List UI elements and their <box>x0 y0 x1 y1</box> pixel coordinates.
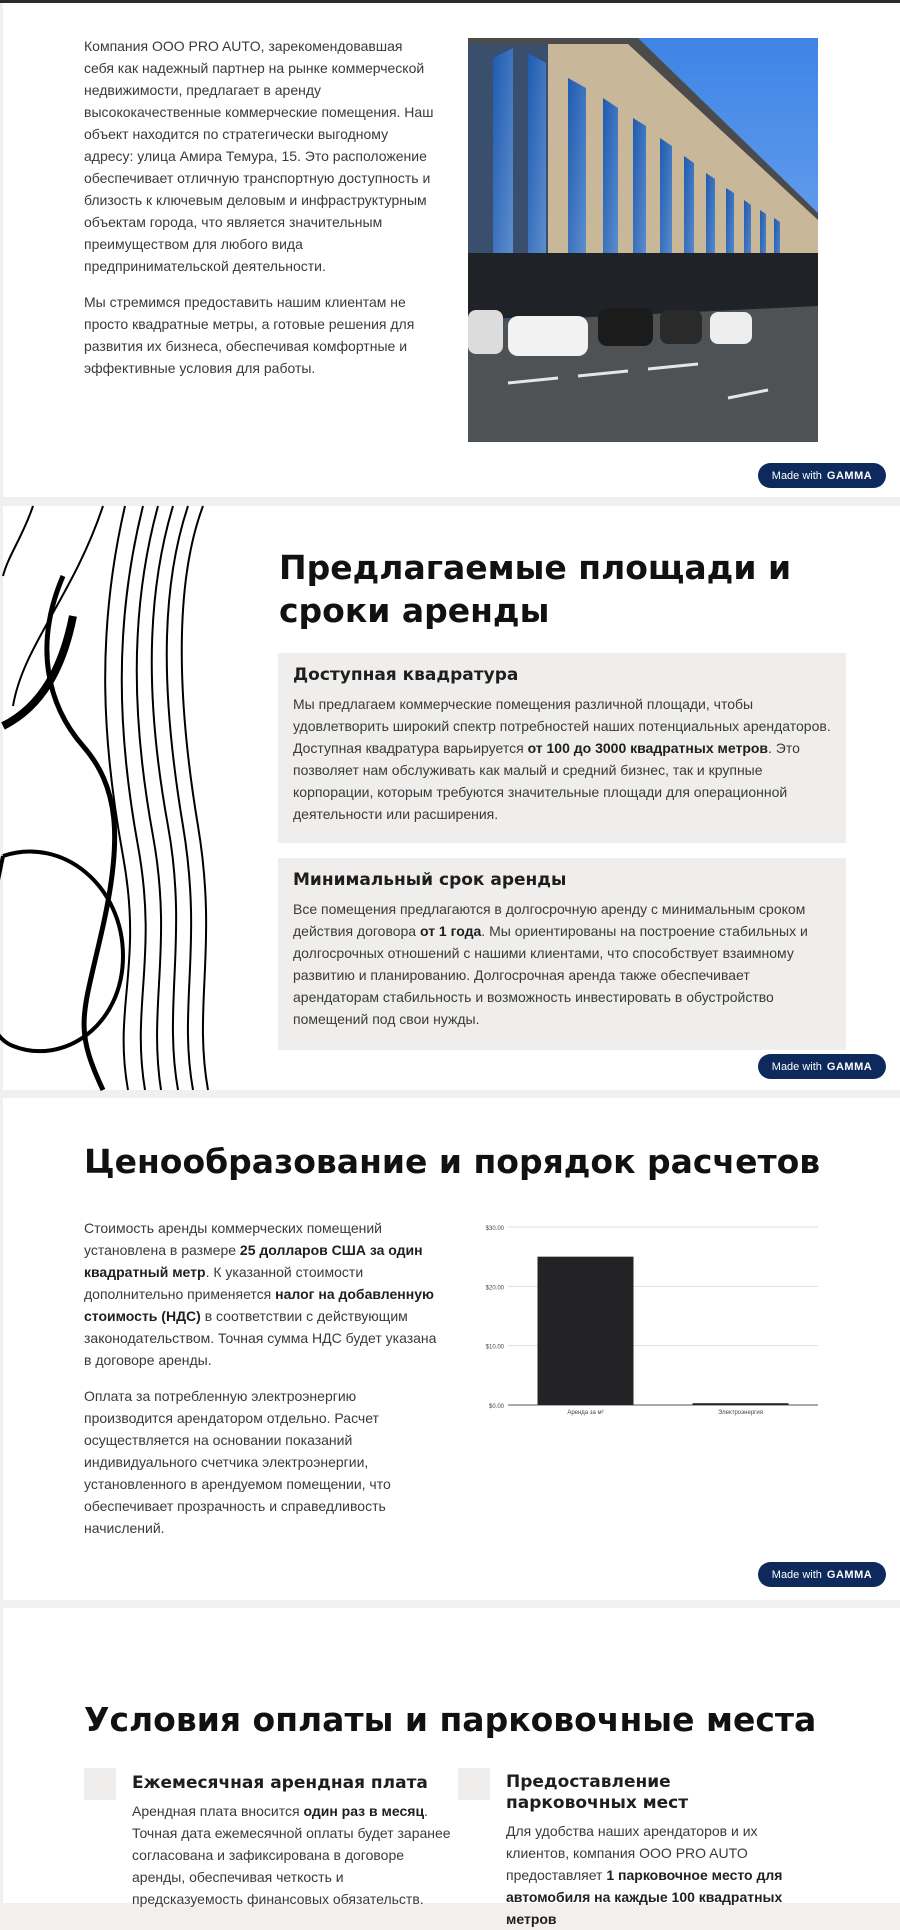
parking-icon <box>458 1768 490 1800</box>
min-term-text-a: Все помещения предлагаются в долгосрочную аренду с минимальным сроком действия договора <box>293 901 806 939</box>
pricing-paragraph-2: Оплата за потребленную электроэнергию производится арендатором отдельно. Расчет осуществляется на основании показаний индивидуального счетчика электроэнергии, установленного в арендуемом помещении, что обеспечивает прозрачность и справедливость начислений. <box>84 1388 391 1536</box>
parking-text <box>506 1820 806 1930</box>
areas-card <box>3 506 900 1090</box>
chart-bar <box>538 1257 634 1405</box>
available-area-text-a: Мы предлагаем коммерческие помещения различной площади, чтобы удовлетворить широкий спектр потребностей наших потенциальных арендаторов. Доступная квадратура варьируется <box>293 696 831 756</box>
about-paragraph-2: Мы стремимся предоставить нашим клиентам не просто квадратные метры, а готовые решения для развития их бизнеса, обеспечивая комфортные и эффективные условия для работы. <box>84 294 415 376</box>
available-area-range: от 100 до 3000 квадратных метров <box>527 740 769 756</box>
made-with-label: Made with <box>771 469 822 482</box>
available-area-text <box>293 693 831 825</box>
made-with-label: Made with <box>771 1060 822 1073</box>
min-term-text-b: . Мы ориентированы на построение стабильных и долгосрочных отношений с нашими клиентами, что способствует взаимному развитию и планированию. Долгосрочная аренда также обеспечивает арендаторам стабильность и возможность инвестировать в обустройство помещений под свои нужды. <box>293 923 808 1027</box>
chart-y-tick-label: $20.00 <box>485 1285 504 1292</box>
areas-title: Предлагаемые площади и сроки аренды <box>279 548 792 630</box>
chart-y-tick-label: $10.00 <box>485 1344 504 1351</box>
gamma-logo: GAMMA <box>826 469 873 482</box>
monthly-rent-text <box>132 1800 452 1910</box>
made-with-label: Made with <box>771 1568 822 1581</box>
payment-card <box>3 1608 900 1927</box>
price-per-sqm: 25 долларов США за один квадратный метр <box>84 1242 423 1280</box>
monthly-rent-heading: Ежемесячная арендная плата <box>132 1773 428 1793</box>
pricing-text <box>84 1217 440 1539</box>
pricing-title: Ценообразование и порядок расчетов <box>84 1142 821 1181</box>
min-term-box <box>278 858 846 1050</box>
about-paragraph-1: Компания ООО PRO AUTO, зарекомендовавшая себя как надежный партнер на рынке коммерческой недвижимости, предлагает в аренду высококачественные коммерческие помещения. Наш объект находится по стратегически выгодному адресу: улица Амира Темура, 15. Это расположение обеспечивает отличную транспортную доступность и близость к ключевым деловым и инфраструктурным объектам города, что является значительным преимуществом для любого вида предпринимательской деятельности. <box>84 38 434 274</box>
gamma-logo: GAMMA <box>826 1568 873 1581</box>
made-with-gamma-badge[interactable] <box>758 1562 886 1587</box>
pricing-p1-c: в соответствии с действующим законодательством. Точная сумма НДС будет указана в договоре аренды. <box>84 1308 437 1368</box>
chart-bar <box>693 1403 789 1405</box>
min-term-value: от 1 года <box>419 923 482 939</box>
vat-note: налог на добавленную стоимость (НДС) <box>84 1286 434 1324</box>
chart-y-tick-label: $0.00 <box>488 1404 504 1410</box>
chart-x-tick-label: Аренда за м² <box>567 1410 604 1416</box>
available-area-box <box>278 653 846 843</box>
pricing-p1-a: Стоимость аренды коммерческих помещений установлена в размере <box>84 1220 382 1258</box>
about-card <box>3 3 900 497</box>
payment-title: Условия оплаты и парковочные места <box>84 1700 817 1739</box>
made-with-gamma-badge[interactable] <box>758 463 886 488</box>
about-text <box>84 35 436 379</box>
pricing-card <box>3 1098 900 1600</box>
monthly-rent-text-a: Арендная плата вносится <box>132 1803 304 1819</box>
made-with-gamma-badge[interactable] <box>758 1054 886 1079</box>
available-area-text-b: . Это позволяет нам обслуживать как малый и средний бизнес, так и крупные корпорации, которым требуются значительные площади для операционной деятельности или расширения. <box>293 740 800 822</box>
topographic-pattern <box>3 506 233 1090</box>
available-area-heading: Доступная квадратура <box>293 665 519 685</box>
parking-ratio: 1 парковочное место для автомобиля на каждые 100 квадратных метров <box>506 1867 783 1927</box>
building-photo <box>468 38 818 442</box>
min-term-text <box>293 898 831 1030</box>
monthly-rent-block <box>132 1772 452 1910</box>
chart-y-tick-label: $30.00 <box>485 1226 504 1232</box>
monthly-rent-icon <box>84 1768 116 1800</box>
parking-text-a: Для удобства наших арендаторов и их клиентов, компания ООО PRO AUTO предоставляет <box>506 1823 758 1883</box>
monthly-rent-text-b: . Точная дата ежемесячной оплаты будет заранее согласована и зафиксирована в договоре аренды, обеспечивая четкость и предсказуемость финансовых обязательств. <box>132 1803 451 1907</box>
gamma-logo: GAMMA <box>826 1060 873 1073</box>
pricing-chart <box>468 1219 823 1419</box>
parking-heading: Предоставление парковочных мест <box>506 1772 689 1813</box>
min-term-heading: Минимальный срок аренды <box>293 870 567 890</box>
parking-block <box>506 1772 806 1930</box>
monthly-rent-frequency: один раз в месяц <box>303 1803 425 1819</box>
pricing-p1-b: . К указанной стоимости дополнительно применяется <box>84 1264 364 1302</box>
chart-x-tick-label: Электроэнергия <box>718 1410 763 1416</box>
pricing-paragraph-1 <box>84 1217 440 1371</box>
